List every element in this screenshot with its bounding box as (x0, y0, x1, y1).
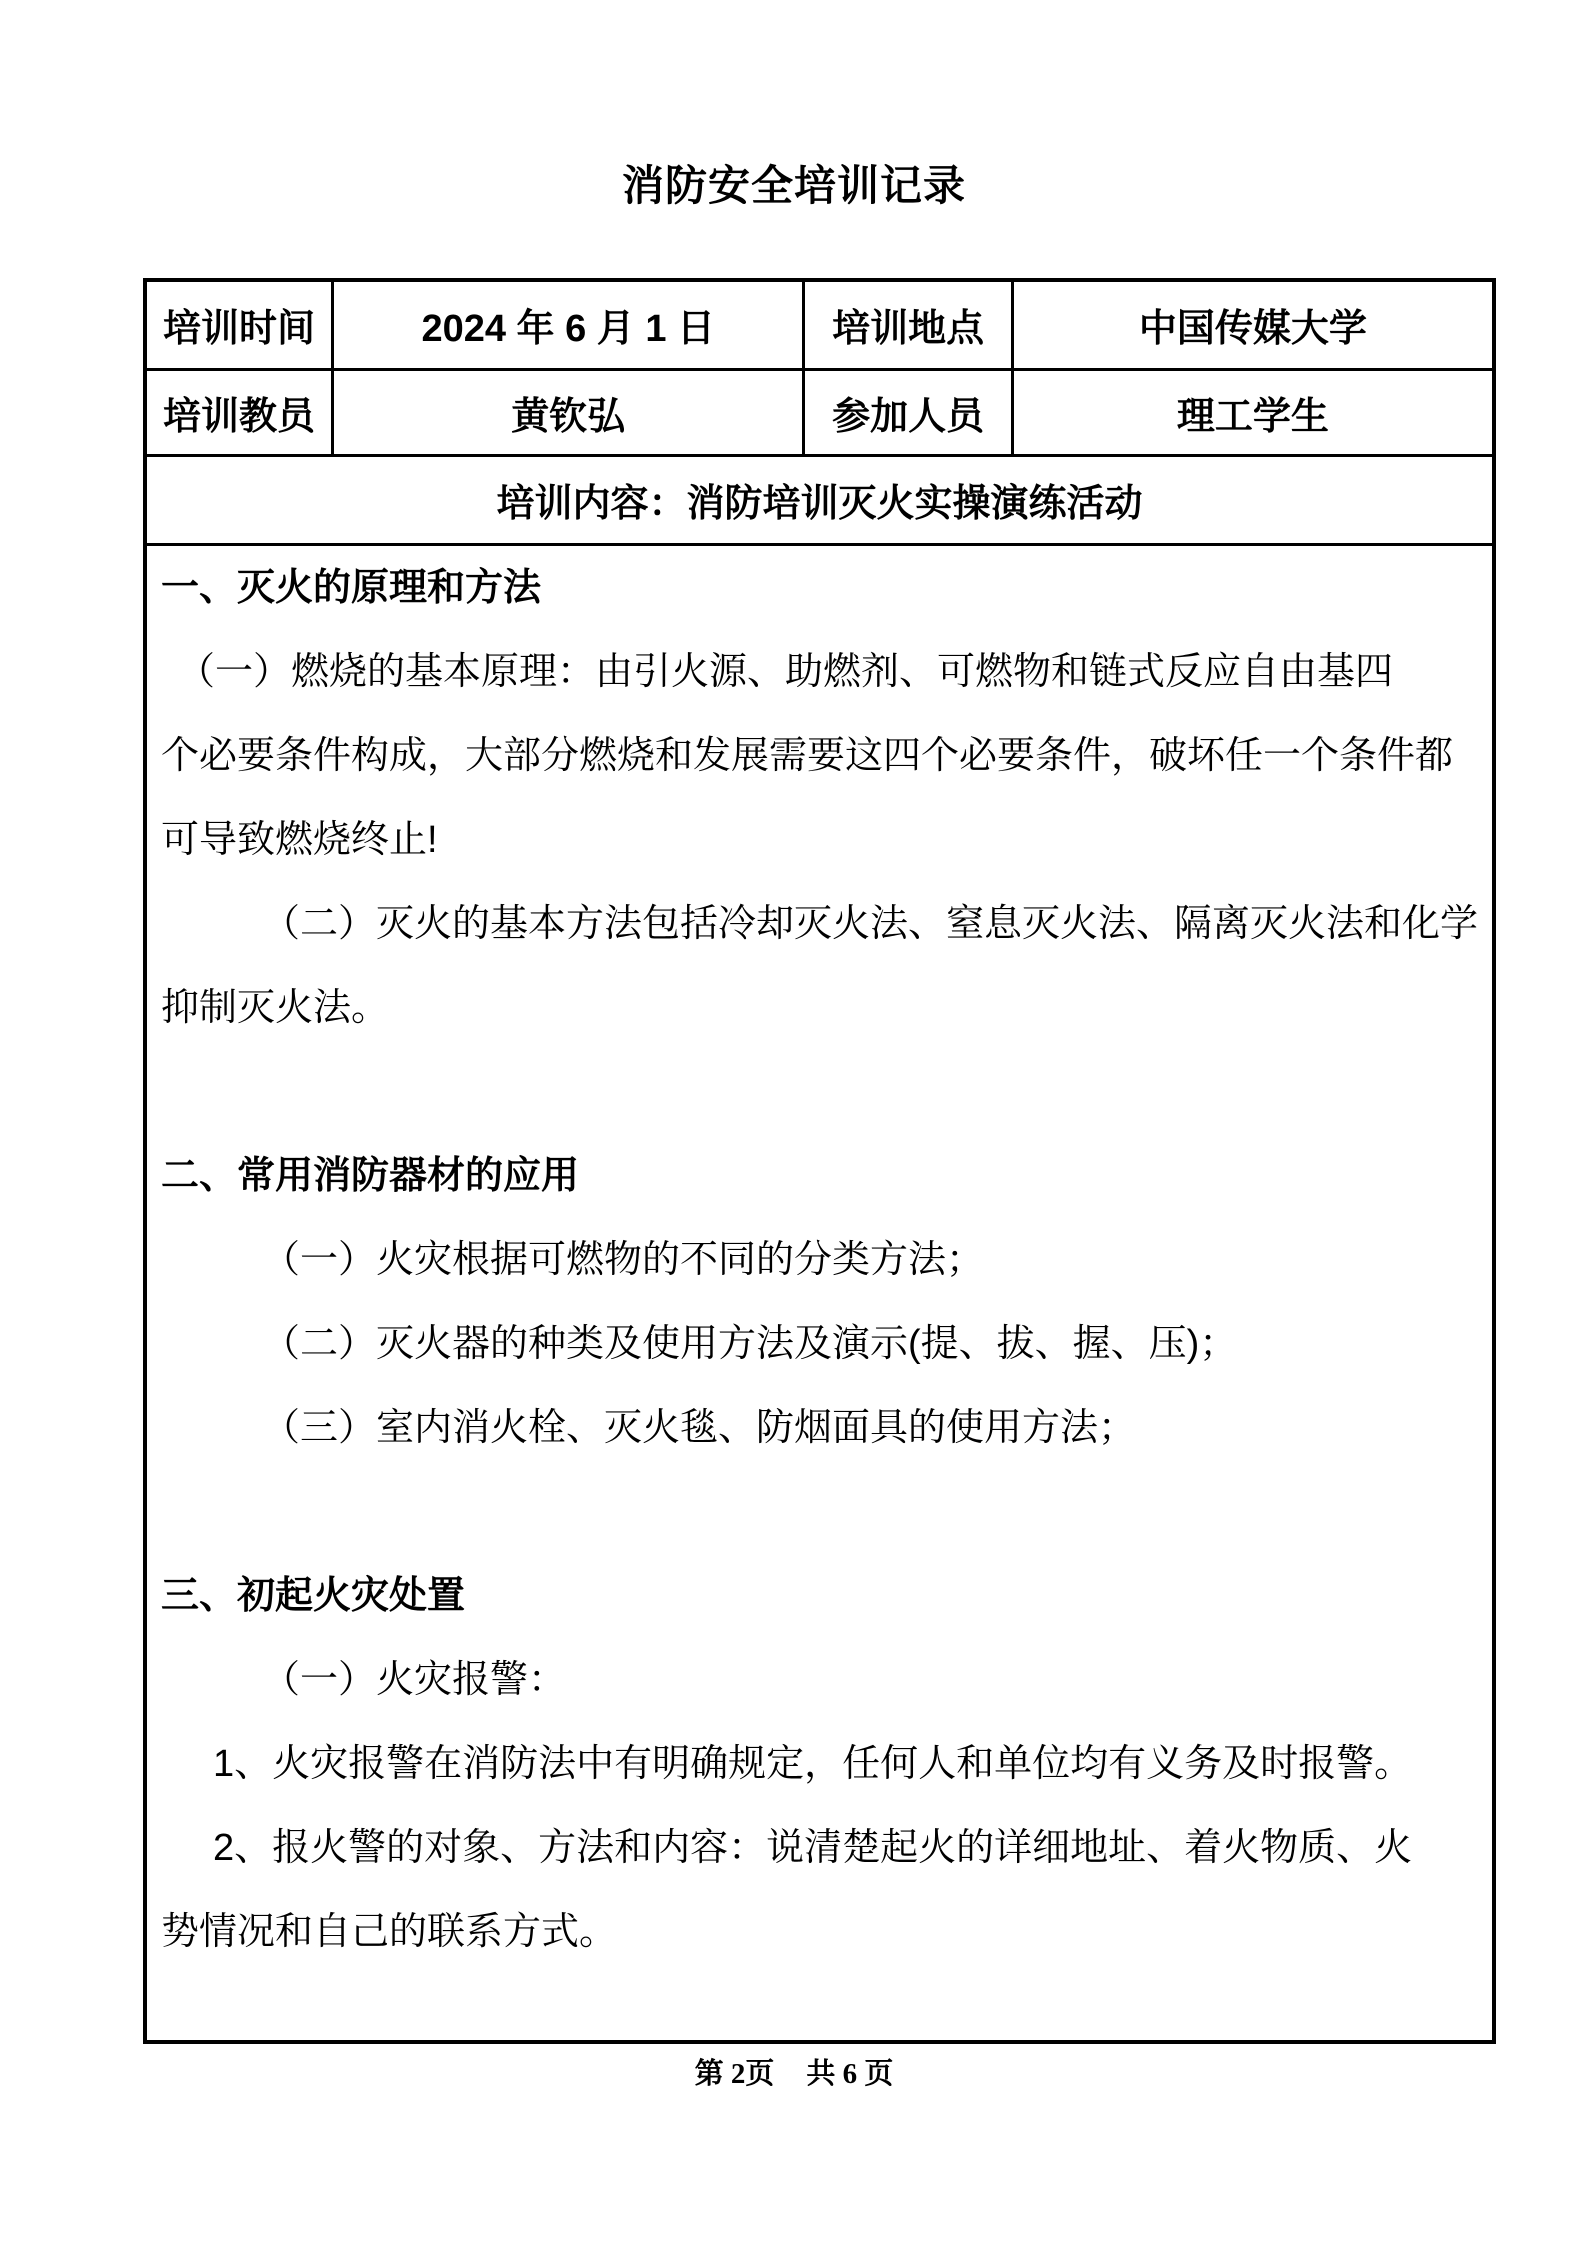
body-line (161, 1050, 1478, 1134)
body-line: 2、报火警的对象、方法和内容：说清楚起火的详细地址、着火物质、火 (213, 1826, 1413, 1869)
value-training-time: 2024 年 6 月 1 日 (333, 280, 804, 369)
body-line (161, 1470, 1478, 1554)
value-participants: 理工学生 (1012, 369, 1494, 455)
table-row (145, 544, 1494, 2042)
body-line: 势情况和自己的联系方式。 (161, 1910, 618, 1953)
table-row (145, 369, 1494, 455)
value-training-location: 中国传媒大学 (1012, 280, 1494, 369)
value-training-instructor: 黄钦弘 (333, 369, 804, 455)
training-record-table (143, 278, 1496, 2044)
body-line: 可导致燃烧终止! (161, 818, 438, 861)
body-line: （一）燃烧的基本原理：由引火源、助燃剂、可燃物和链式反应自由基四 (177, 650, 1394, 693)
body-text-block (161, 546, 1478, 1974)
body-line: （三）室内消火栓、灭火毯、防烟面具的使用方法； (262, 1406, 1137, 1449)
training-content-body (145, 544, 1494, 2042)
body-line: 三、初起火灾处置 (161, 1574, 466, 1617)
training-content-header: 培训内容：消防培训灭火实操演练活动 (145, 455, 1494, 544)
label-training-instructor: 培训教员 (145, 369, 333, 455)
page-footer (143, 2056, 1445, 2092)
label-training-location: 培训地点 (804, 280, 1012, 369)
body-line: 1、火灾报警在消防法中有明确规定，任何人和单位均有义务及时报警。 (213, 1742, 1413, 1785)
label-participants: 参加人员 (804, 369, 1012, 455)
body-line: （二）灭火的基本方法包括冷却灭火法、窒息灭火法、隔离灭火法和化学 (262, 902, 1479, 945)
footer-page-total: 共 6 页 (806, 2058, 894, 2090)
body-line: 二、常用消防器材的应用 (161, 1154, 580, 1197)
body-line: （一）火灾报警： (262, 1658, 567, 1701)
table-row (145, 455, 1494, 544)
page-title: 消防安全培训记录 (621, 162, 966, 209)
table-row (145, 280, 1494, 369)
body-line: 一、灭火的原理和方法 (161, 566, 542, 609)
footer-page-current: 第 2页 (694, 2058, 775, 2090)
label-training-time: 培训时间 (145, 280, 333, 369)
body-line: 个必要条件构成，大部分燃烧和发展需要这四个必要条件，破坏任一个条件都 (161, 734, 1454, 777)
body-line: （二）灭火器的种类及使用方法及演示(提、拔、握、压)； (262, 1322, 1238, 1365)
body-line: （一）火灾根据可燃物的不同的分类方法； (262, 1238, 985, 1281)
body-line: 抑制灭火法。 (161, 986, 390, 1029)
